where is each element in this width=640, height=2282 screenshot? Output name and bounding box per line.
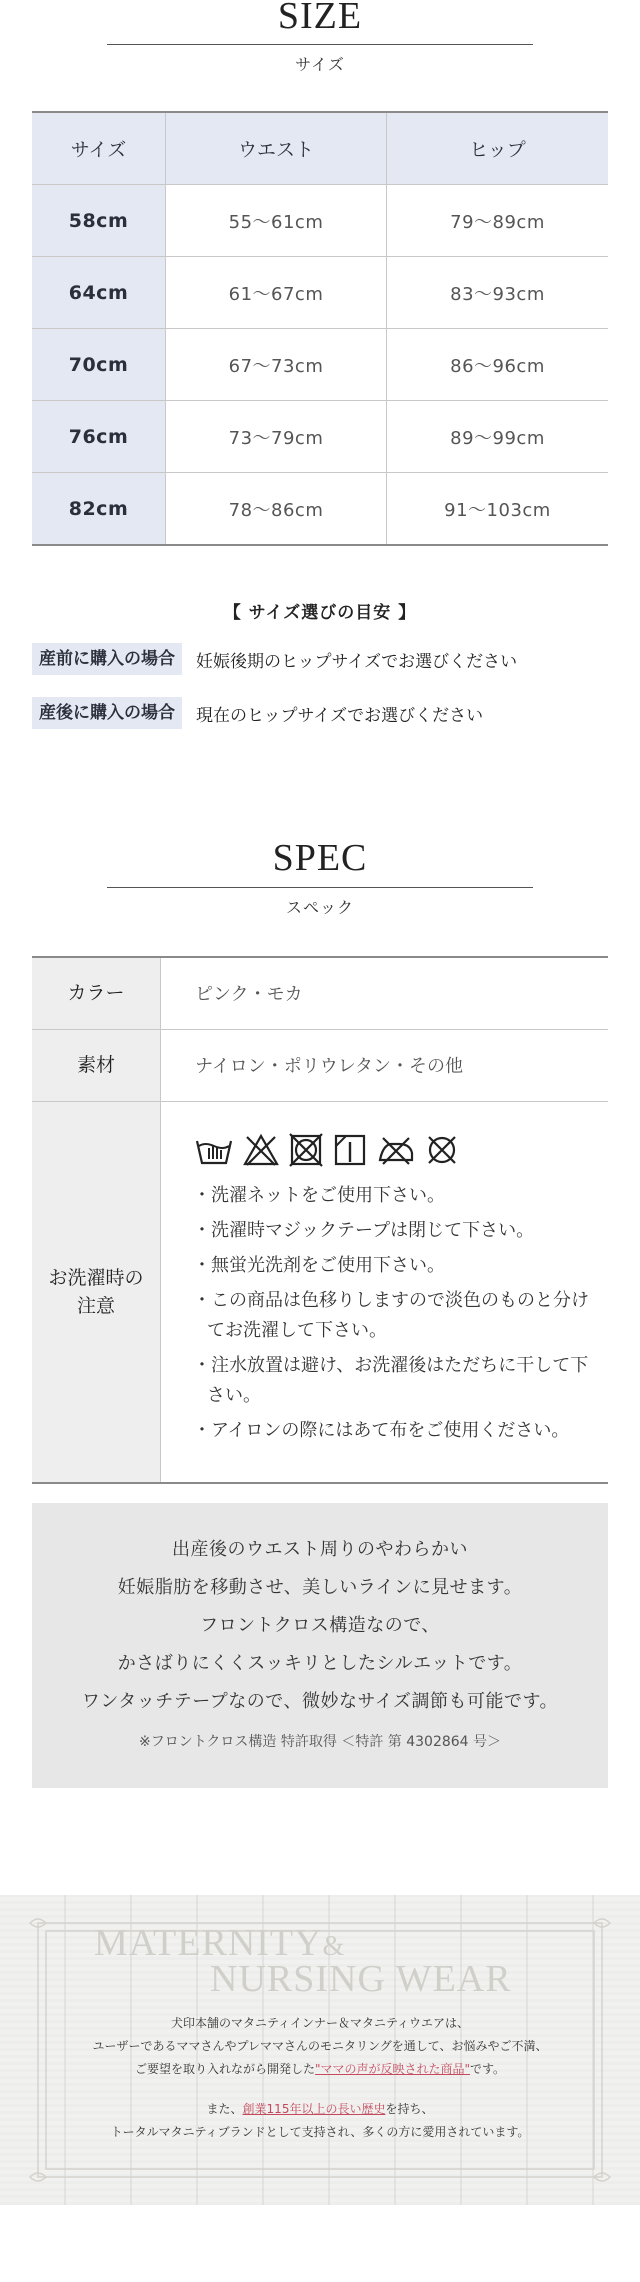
waist-cell: 67〜73cm: [166, 329, 387, 401]
spec-label-care: [32, 1101, 161, 1483]
no-tumble-dry-icon: [289, 1133, 323, 1167]
spec-value-care: [161, 1101, 609, 1483]
iron-low-icon: [377, 1133, 415, 1167]
table-row: [32, 257, 608, 329]
brand-text-line: [0, 2100, 640, 2117]
size-cell: 64cm: [32, 257, 166, 329]
description-line: フロントクロス構造なので、: [200, 1615, 440, 1636]
brand-highlight: 創業115年以上の長い歴史: [242, 2102, 386, 2116]
size-section-title: SIZE: [277, 0, 363, 37]
waist-cell: 73〜79cm: [166, 401, 387, 473]
size-cell: 58cm: [32, 185, 166, 257]
care-label-line: お洗濯時の: [48, 1266, 144, 1289]
size-cell: 76cm: [32, 401, 166, 473]
waist-cell: 55〜61cm: [166, 185, 387, 257]
size-guide-text: 現在のヒップサイズでお選びください: [196, 705, 484, 726]
hip-cell: 91〜103cm: [387, 473, 609, 546]
spec-label-color: カラー: [32, 957, 161, 1029]
size-table-header-hip: ヒップ: [387, 112, 609, 185]
hand-wash-icon: [195, 1133, 233, 1167]
drip-dry-icon: [333, 1133, 367, 1167]
spec-value-color: ピンク・モカ: [161, 957, 609, 1029]
size-guide-title: 【 サイズ選びの目安 】: [223, 603, 417, 623]
brand-ampersand: &: [322, 1931, 346, 1962]
spec-section-subtitle: スペック: [285, 898, 354, 917]
size-guide-text: 妊娠後期のヒップサイズでお選びください: [196, 651, 518, 672]
table-row: [32, 401, 608, 473]
list-item: ・アイロンの際にはあて布をご使用ください。: [193, 1419, 570, 1441]
waist-cell: 78〜86cm: [166, 473, 387, 546]
table-row: [32, 185, 608, 257]
hip-cell: 89〜99cm: [387, 401, 609, 473]
size-table: [32, 111, 608, 546]
care-label-line: 注意: [76, 1294, 115, 1317]
brand-title-line2: NURSING WEAR: [210, 1958, 512, 2000]
size-guide-label: 産後に購入の場合: [32, 697, 182, 729]
care-notes-list: [193, 1181, 604, 1446]
spec-title-divider: [107, 887, 533, 888]
description-line: 出産後のウエスト周りのやわらかい: [172, 1539, 468, 1560]
size-guide-postnatal: [32, 697, 483, 729]
spec-label-material: 素材: [32, 1029, 161, 1101]
size-cell: 82cm: [32, 473, 166, 546]
care-symbols: [195, 1133, 604, 1167]
table-row: [32, 1029, 608, 1101]
brand-text-line: 犬印本舗のマタニティインナー＆マタニティウエアは、: [170, 2016, 470, 2030]
description-line: かさばりにくくスッキリとしたシルエットです。: [117, 1653, 523, 1674]
size-cell: 70cm: [32, 329, 166, 401]
brand-text-fragment: ご要望を取り入れながら開発した: [134, 2062, 315, 2076]
description-line: ワンタッチテープなので、微妙なサイズ調節も可能です。: [81, 1691, 559, 1712]
patent-note: ※フロントクロス構造 特許取得 ＜特許 第 4302864 号＞: [138, 1734, 502, 1750]
brand-banner: [0, 1895, 640, 2205]
list-item: ・洗濯時マジックテープは閉じて下さい。: [193, 1219, 535, 1241]
spec-value-material: ナイロン・ポリウレタン・その他: [161, 1029, 609, 1101]
brand-text-line: [0, 2060, 640, 2077]
no-bleach-icon: [243, 1133, 279, 1167]
hip-cell: 83〜93cm: [387, 257, 609, 329]
waist-cell: 61〜67cm: [166, 257, 387, 329]
size-table-header-row: [32, 112, 608, 185]
hip-cell: 79〜89cm: [387, 185, 609, 257]
size-section-subtitle: サイズ: [295, 55, 345, 74]
list-item: ・注水放置は避け、お洗濯後はただちに干して下さい。: [193, 1354, 589, 1406]
description-line: 妊娠脂肪を移動させ、美しいラインに見せます。: [117, 1577, 523, 1598]
brand-text-fragment: また、: [206, 2102, 243, 2116]
table-row: [32, 957, 608, 1029]
size-guide-label: 産前に購入の場合: [32, 643, 182, 675]
table-row: [32, 1101, 608, 1483]
size-title-divider: [107, 44, 533, 45]
brand-text-line: トータルマタニティブランドとして支持され、多くの方に愛用されています。: [110, 2125, 530, 2139]
list-item: ・無蛍光洗剤をご使用下さい。: [193, 1254, 445, 1276]
list-item: ・洗濯ネットをご使用下さい。: [193, 1184, 445, 1206]
no-dry-clean-icon: [425, 1133, 459, 1167]
table-row: [32, 329, 608, 401]
size-guide-prenatal: [32, 643, 517, 675]
brand-text-fragment: を持ち、: [385, 2102, 434, 2116]
size-table-header-waist: ウエスト: [166, 112, 387, 185]
brand-title-text: MATERNITY: [94, 1922, 323, 1964]
table-row: [32, 473, 608, 546]
spec-section-title: SPEC: [272, 837, 368, 879]
list-item: ・この商品は色移りしますので淡色のものと分けてお洗濯して下さい。: [193, 1289, 589, 1341]
size-table-header-size: サイズ: [32, 112, 166, 185]
spec-table: [32, 956, 608, 1484]
brand-text-fragment: です。: [470, 2062, 506, 2076]
hip-cell: 86〜96cm: [387, 329, 609, 401]
feature-description-box: [32, 1503, 608, 1788]
brand-highlight: "ママの声が反映された商品": [314, 2062, 470, 2076]
brand-text-line: ユーザーであるママさんやプレママさんのモニタリングを通して、お悩みやご不満、: [92, 2039, 548, 2053]
